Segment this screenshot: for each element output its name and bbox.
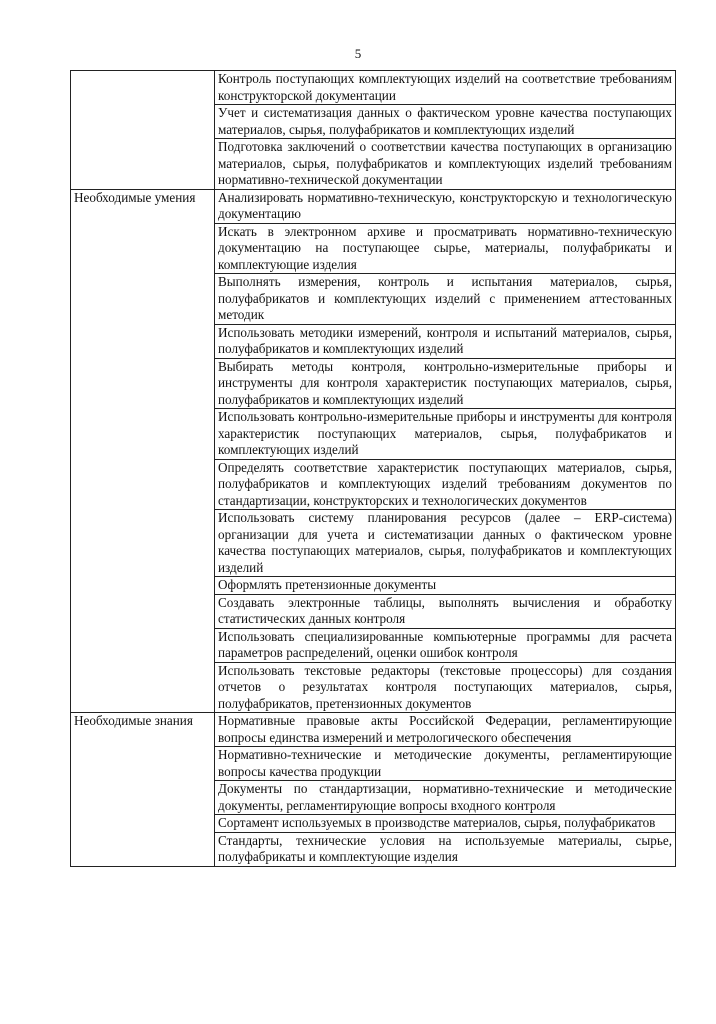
- table-cell: Анализировать нормативно-техническую, конструкторскую и технологическую документацию: [215, 189, 676, 223]
- table-cell: Учет и систематизация данных о фактическом уровне качества поступающих материалов, сырья, полуфабрикатов и комплектующих изделий: [215, 105, 676, 139]
- table-row: [71, 189, 676, 223]
- table-cell: Подготовка заключений о соответствии качества поступающих в организацию материалов, сырья, полуфабрикатов и комплектующих изделий требованиям нормативно-технической документации: [215, 139, 676, 190]
- row-label-cell: [71, 71, 215, 190]
- page-number: 5: [354, 46, 362, 61]
- table-cell: Использовать систему планирования ресурсов (далее – ERP-система) организации для учета и систематизации данных о фактическом уровне качества поступающих материалов, сырья, полуфабрикатов и комплектующих изделий: [215, 510, 676, 577]
- row-label-knowledge: Необходимые знания: [71, 713, 215, 867]
- table-cell: Использовать текстовые редакторы (текстовые процессоры) для создания отчетов о результатах контроля поступающих материалов, сырья, полуфабрикатов, претензионных документов: [215, 662, 676, 713]
- table-row: [71, 713, 676, 747]
- table-cell: Оформлять претензионные документы: [215, 577, 676, 595]
- table-cell: Сортамент используемых в производстве материалов, сырья, полуфабрикатов: [215, 815, 676, 833]
- table-cell: Выполнять измерения, контроль и испытания материалов, сырья, полуфабрикатов и комплектующих изделий с применением аттестованных методик: [215, 274, 676, 325]
- table-cell: Использовать специализированные компьютерные программы для расчета параметров распределений, оценки ошибок контроля: [215, 628, 676, 662]
- table-cell: Выбирать методы контроля, контрольно-измерительные приборы и инструменты для контроля характеристик поступающих материалов, сырья, полуфабрикатов и комплектующих изделий: [215, 358, 676, 409]
- table-cell: Документы по стандартизации, нормативно-технические и методические документы, регламентирующие вопросы входного контроля: [215, 781, 676, 815]
- table-cell: Нормативные правовые акты Российской Федерации, регламентирующие вопросы единства измерений и метрологического обеспечения: [215, 713, 676, 747]
- table-cell: Искать в электронном архиве и просматривать нормативно-техническую документацию на поступающее сырье, материалы, полуфабрикаты и комплектующие изделия: [215, 223, 676, 274]
- table-cell: Стандарты, технические условия на используемые материалы, сырье, полуфабрикаты и комплектующие изделия: [215, 832, 676, 866]
- specification-table: [70, 70, 676, 867]
- table-cell: Использовать методики измерений, контроля и испытаний материалов, сырья, полуфабрикатов и комплектующих изделий: [215, 324, 676, 358]
- table-cell: Использовать контрольно-измерительные приборы и инструменты для контроля характеристик поступающих материалов, сырья, полуфабрикатов и комплектующих изделий: [215, 409, 676, 460]
- table-cell: Контроль поступающих комплектующих изделий на соответствие требованиям конструкторской документации: [215, 71, 676, 105]
- table-cell: Создавать электронные таблицы, выполнять вычисления и обработку статистических данных контроля: [215, 594, 676, 628]
- row-label-skills: Необходимые умения: [71, 189, 215, 713]
- table-row: [71, 71, 676, 105]
- table-cell: Определять соответствие характеристик поступающих материалов, сырья, полуфабрикатов и комплектующих изделий требованиям документов по стандартизации, конструкторских и технологических документов: [215, 459, 676, 510]
- table-cell: Нормативно-технические и методические документы, регламентирующие вопросы качества продукции: [215, 747, 676, 781]
